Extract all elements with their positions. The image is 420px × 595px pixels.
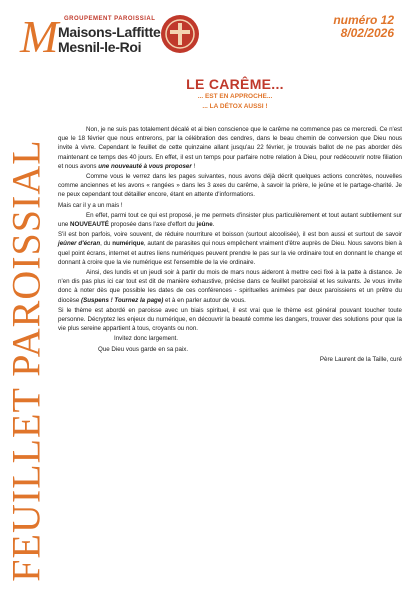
issue-info [333,14,394,40]
logo-parish-line1: Maisons-Laffitte [58,24,161,40]
logo-letter-m: M [20,11,59,62]
issue-number: numéro 12 [333,13,394,27]
paragraph-4-text-2: proposée dans l'axe d'effort du [108,221,197,229]
paragraph-4 [58,211,402,229]
article-header [60,76,410,112]
article-title: LE CARÊME... [186,76,284,92]
issue-date: 8/02/2026 [340,26,394,40]
paragraph-5-text: S'il est bon parfois, voire souvent, de réduire nourriture et boisson (surtout alcoolisée), il est bon aussi et surtout de savoir [58,231,402,239]
logo-group-label: GROUPEMENT PAROISSIAL [64,16,156,22]
paragraph-4-text: En effet, parmi tout ce qui est proposé, je me permets d'insister plus particulièrement et tout autant subtilement sur une [58,211,402,229]
paragraph-8: Invitez donc largement. [114,335,178,343]
closing-line: Que Dieu vous garde en sa paix. [98,345,189,353]
article-subtitle-2: ... LA DÉTOX AUSSI ! [202,103,268,110]
paragraph-4-bold-1: NOUVEAUTÉ [70,221,109,229]
paragraph-6-text: Ainsi, des lundis et un jeudi soir à partir du mois de mars nous aideront à mettre ceci fixé à la patte à distance. Je n'en dis pas plus ici car tout est dit de manière exhaustive, précise dans ce feuillet paroissial et les suivants. Je vous invite donc à noter dès que possible les dates de ces conférences - spirituelles animées par deux paroissiens et un prêtre du diocèse [58,269,402,304]
paragraph-4-bold-2: jeûne [196,221,213,229]
paragraph-6-end: et à en parler autour de vous. [163,296,246,304]
paragraph-3: Mais car il y a un mais ! [58,201,123,209]
paragraph-1-end: ! [191,162,196,170]
signature-row [58,355,402,364]
paragraph-5-text-3: , autant de parasites qui nous empêchent vraiment d'être auprès de Dieu. Nous savons bien à quel point écrans, internet et autres liens numériques peuvent prendre le pas sur la vie ordinaire tout en donnant le change et donnant à croire que la vie numérique est l'ensemble de la vie ordinaire. [58,240,402,266]
paragraph-1-text: Non, je ne suis pas totalement décalé et ai bien conscience que le carême ne commence pas ce mercredi. Ce n'est que le 18 février que nous entrerons, par la célébration des cendres, dans le beau chemin de conversion que Dieu nous invite à vivre. Cependant le feuillet de cette quinzaine allant jusqu'au 22 février, je trouvais ballot de ne pas aborder dès maintenant ce temps des 40 jours. En effet, il est un temps pour parfaire notre relation à Dieu, pour redécouvrir notre filiation et nous avons [58,126,402,170]
vertical-title-text: FEUILLET PAROISSIAL [3,138,49,582]
paragraph-1-bold: une nouveauté à vous proposer [98,162,192,170]
paragraph-6 [58,268,402,305]
paragraph-6-bold: (Suspens ! Tournez la page) [81,296,164,304]
paragraph-1 [58,125,402,171]
vertical-title [3,130,49,590]
paragraph-7: Si le thème est abordé en paroisse avec un biais spirituel, il est vrai que le thème est général pouvant toucher toute personne. Décryptez les enjeux du numérique, en découvrir la beauté comme les dangers, trouver des solutions pour que la vie plus sereine appartient à tous, croyants ou non. [58,306,402,333]
article-subtitle-1: ... EST EN APPROCHE... [197,93,273,100]
paragraph-4-end: . [212,221,215,229]
logo-parish-line2: Mesnil-le-Roi [58,39,142,55]
signature: Père Laurent de la Taille, curé [319,355,402,363]
paragraph-5 [58,230,402,267]
paragraph-2: Comme vous le verrez dans les pages suivantes, nous avons déjà décrit quelques actions concrètes, nouvelles comme anciennes et les avons « rangées » dans les 3 axes du carême, à savoir la prière, le jeûne et le partage-charité. Je ne peux cependant tout détailler encore, étant en attente d'informations. [58,173,402,199]
article-body [58,125,402,364]
parish-logo [20,8,270,60]
paragraph-5-text-2: , du [100,240,113,248]
paragraph-5-bold-2: numérique [112,240,144,248]
cross-emblem-icon [160,14,200,54]
paragraph-5-bold-1: jeûner d'écran [58,240,101,248]
